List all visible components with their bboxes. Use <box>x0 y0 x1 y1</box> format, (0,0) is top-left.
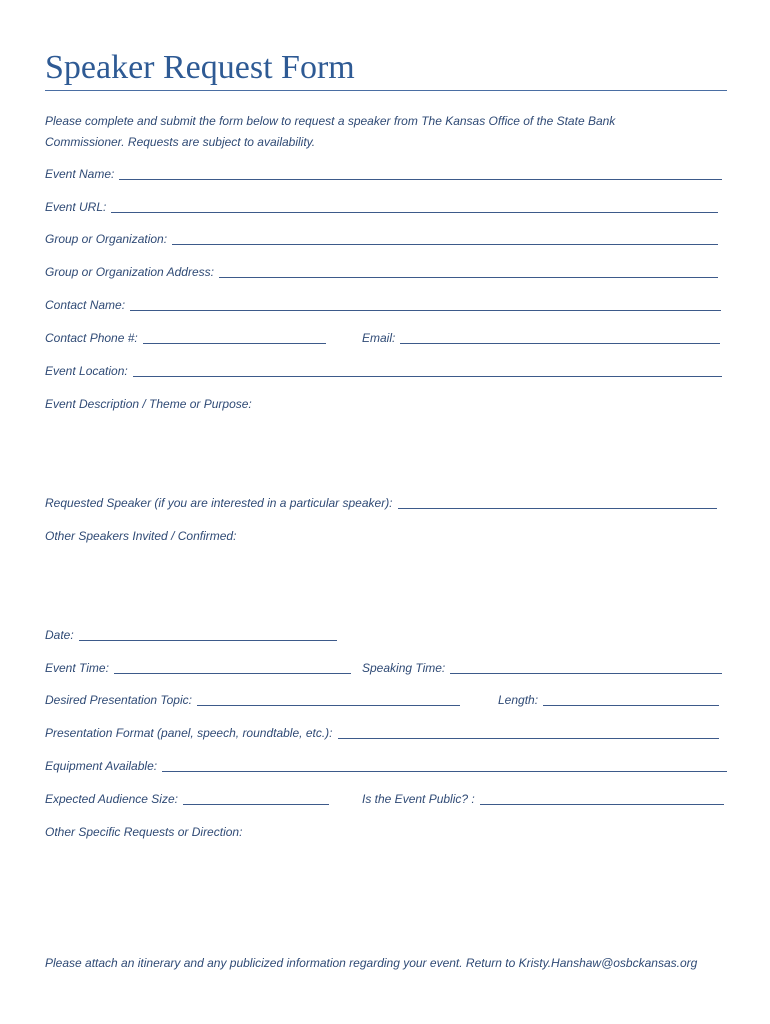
presentation-format-label: Presentation Format (panel, speech, roundtable, etc.): <box>45 726 333 740</box>
presentation-topic-label: Desired Presentation Topic: <box>45 693 192 707</box>
date-field[interactable] <box>79 629 337 641</box>
email-row <box>362 330 720 346</box>
contact-name-row <box>45 297 721 313</box>
equipment-field[interactable] <box>162 760 727 772</box>
event-time-field[interactable] <box>114 662 351 674</box>
audience-size-label: Expected Audience Size: <box>45 792 178 806</box>
contact-name-field[interactable] <box>130 299 721 311</box>
footer-note: Please attach an itinerary and any publicized information regarding your event. Return to Kristy.Hanshaw@osbckansas.org <box>45 956 698 970</box>
length-label: Length: <box>498 693 539 707</box>
title-divider <box>45 90 727 91</box>
audience-size-row <box>45 791 329 807</box>
event-url-label: Event URL: <box>45 200 107 214</box>
event-name-label: Event Name: <box>45 167 115 181</box>
contact-phone-row <box>45 330 326 346</box>
speaking-time-field[interactable] <box>450 662 722 674</box>
speaking-time-row <box>362 660 722 676</box>
event-name-row <box>45 166 722 182</box>
group-org-row <box>45 231 718 247</box>
event-location-label: Event Location: <box>45 364 128 378</box>
other-speakers-label: Other Speakers Invited / Confirmed: <box>45 529 237 543</box>
group-org-label: Group or Organization: <box>45 232 168 246</box>
contact-name-label: Contact Name: <box>45 298 126 312</box>
event-public-field[interactable] <box>480 793 724 805</box>
group-org-address-label: Group or Organization Address: <box>45 265 214 279</box>
event-public-label: Is the Event Public? : <box>362 792 475 806</box>
page-title: Speaker Request Form <box>45 49 355 86</box>
presentation-topic-row <box>45 692 460 708</box>
contact-phone-label: Contact Phone #: <box>45 331 138 345</box>
event-url-field[interactable] <box>111 201 718 213</box>
speaking-time-label: Speaking Time: <box>362 661 446 675</box>
date-label: Date: <box>45 628 74 642</box>
email-label: Email: <box>362 331 396 345</box>
other-requests-label: Other Specific Requests or Direction: <box>45 825 243 839</box>
intro-text: Please complete and submit the form below to request a speaker from The Kansas Office of the State Bank Commissioner. Requests are subject to availability. <box>45 114 616 149</box>
equipment-row <box>45 758 727 774</box>
length-field[interactable] <box>543 694 719 706</box>
date-row <box>45 627 337 643</box>
email-field[interactable] <box>400 332 720 344</box>
event-public-row <box>362 791 724 807</box>
event-location-row <box>45 363 722 379</box>
group-org-field[interactable] <box>172 233 718 245</box>
requested-speaker-field[interactable] <box>398 497 717 509</box>
equipment-label: Equipment Available: <box>45 759 158 773</box>
length-row <box>498 692 719 708</box>
audience-size-field[interactable] <box>183 793 329 805</box>
contact-phone-field[interactable] <box>143 332 326 344</box>
presentation-topic-field[interactable] <box>197 694 460 706</box>
requested-speaker-row <box>45 495 717 511</box>
requested-speaker-label: Requested Speaker (if you are interested in a particular speaker): <box>45 496 393 510</box>
event-name-field[interactable] <box>119 168 722 180</box>
group-org-address-field[interactable] <box>219 266 718 278</box>
group-org-address-row <box>45 264 718 280</box>
presentation-format-field[interactable] <box>338 727 720 739</box>
event-time-label: Event Time: <box>45 661 109 675</box>
event-time-row <box>45 660 351 676</box>
event-url-row <box>45 199 718 215</box>
event-description-label: Event Description / Theme or Purpose: <box>45 397 252 411</box>
event-location-field[interactable] <box>133 365 722 377</box>
presentation-format-row <box>45 725 719 741</box>
